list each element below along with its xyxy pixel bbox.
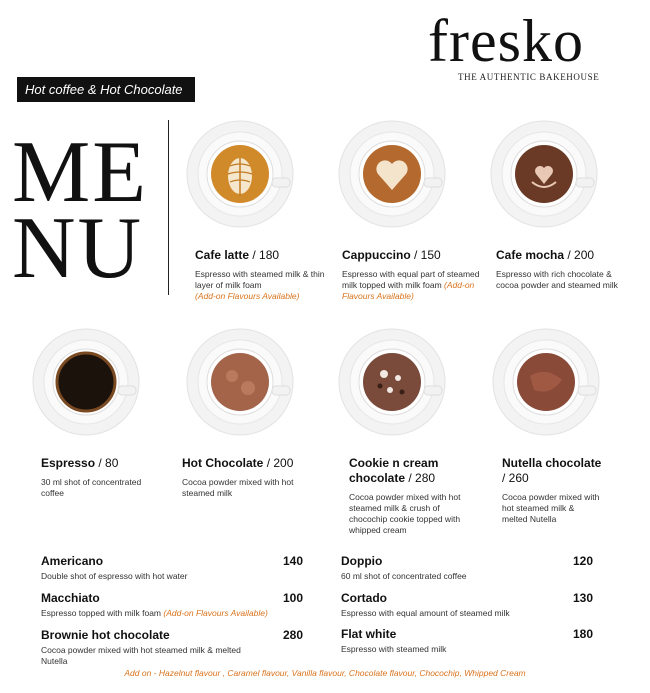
brand-tagline: THE AUTHENTIC BAKEHOUSE (458, 72, 600, 82)
cappuccino-cup-icon (336, 118, 448, 230)
item-desc: 60 ml shot of concentrated coffee (341, 571, 467, 581)
item-name: Doppio (341, 554, 383, 568)
menu-title (12, 124, 148, 297)
item-cookie-n-cream (349, 456, 474, 536)
item-price: 180 (572, 627, 593, 641)
list-item-cortado (341, 591, 593, 619)
addon-note: (Add-on Flavours Available) (195, 291, 300, 301)
item-desc: Cocoa powder mixed with hot steamed milk & melted Nutella (502, 492, 600, 524)
item-desc: Espresso with equal part of steamed milk topped with milk foam (Add-on Flavours Available) (342, 269, 480, 301)
item-desc: Cocoa powder mixed with hot steamed milk (182, 477, 294, 498)
nutella-cup-icon (490, 326, 602, 438)
item-hot-chocolate (182, 456, 307, 499)
addon-note: (Add-on Flavours Available) (163, 608, 268, 618)
item-nutella-chocolate (502, 456, 602, 525)
item-title: Cafe latte / 180 (195, 248, 280, 262)
item-desc: Double shot of espresso with hot water (41, 571, 188, 581)
hot-chocolate-cup-icon (184, 326, 296, 438)
item-cafe-mocha (496, 248, 636, 291)
item-desc: 30 ml shot of concentrated coffee (41, 477, 142, 498)
section-label: Hot coffee & Hot Chocolate (17, 77, 195, 102)
item-cafe-latte (195, 248, 335, 302)
list-item-brownie-hot-chocolate (41, 628, 303, 667)
list-item-macchiato (41, 591, 303, 619)
list-item-flat-white (341, 627, 593, 655)
item-name: Cortado (341, 591, 387, 605)
item-price: 100 (282, 591, 303, 605)
menu-title-line2: NU (12, 200, 144, 297)
item-name: Brownie hot chocolate (41, 628, 170, 642)
item-desc: Espresso with equal amount of steamed milk (341, 608, 510, 618)
list-item-doppio (341, 554, 593, 582)
item-price: 130 (572, 591, 593, 605)
item-desc: Espresso with steamed milk (341, 644, 447, 654)
menu-title-line1: ME (12, 124, 148, 221)
item-title: Cookie n cream chocolate / 280 (349, 456, 439, 485)
brand-logo (428, 8, 628, 82)
item-desc: Espresso topped with milk foam (Add-on Flavours Available) (41, 608, 268, 618)
item-name: Macchiato (41, 591, 100, 605)
item-cappuccino (342, 248, 482, 302)
addon-note: (Add-on Flavours Available) (342, 280, 475, 301)
addon-footer: Add on - Hazelnut flavour , Caramel flavour, Vanilla flavour, Chocolate flavour, Chocochip, Whipped Cream (124, 668, 526, 678)
espresso-cup-icon (30, 326, 142, 438)
item-desc: Cocoa powder mixed with hot steamed milk & melted Nutella (41, 645, 241, 666)
latte-cup-icon (184, 118, 296, 230)
item-title: Hot Chocolate / 200 (182, 456, 294, 470)
item-price: 280 (282, 628, 303, 642)
item-title: Espresso / 80 (41, 456, 119, 470)
mocha-cup-icon (488, 118, 600, 230)
item-title: Nutella chocolate / 260 (502, 456, 602, 485)
item-desc: Espresso with steamed milk & thin layer of milk foam (Add-on Flavours Available) (195, 269, 325, 301)
item-price: 120 (572, 554, 593, 568)
item-price: 140 (282, 554, 303, 568)
item-espresso (41, 456, 161, 499)
item-desc: Cocoa powder mixed with hot steamed milk & crush of chocochip cookie topped with whipped cream (349, 492, 461, 535)
cookie-cream-cup-icon (336, 326, 448, 438)
item-desc: Espresso with rich chocolate & cocoa powder and steamed milk (496, 269, 618, 290)
brand-name: fresko (428, 8, 584, 74)
item-title: Cappuccino / 150 (342, 248, 441, 262)
item-name: Flat white (341, 627, 397, 641)
item-title: Cafe mocha / 200 (496, 248, 595, 262)
list-item-americano (41, 554, 303, 582)
item-name: Americano (41, 554, 104, 568)
menu-divider (168, 120, 169, 295)
